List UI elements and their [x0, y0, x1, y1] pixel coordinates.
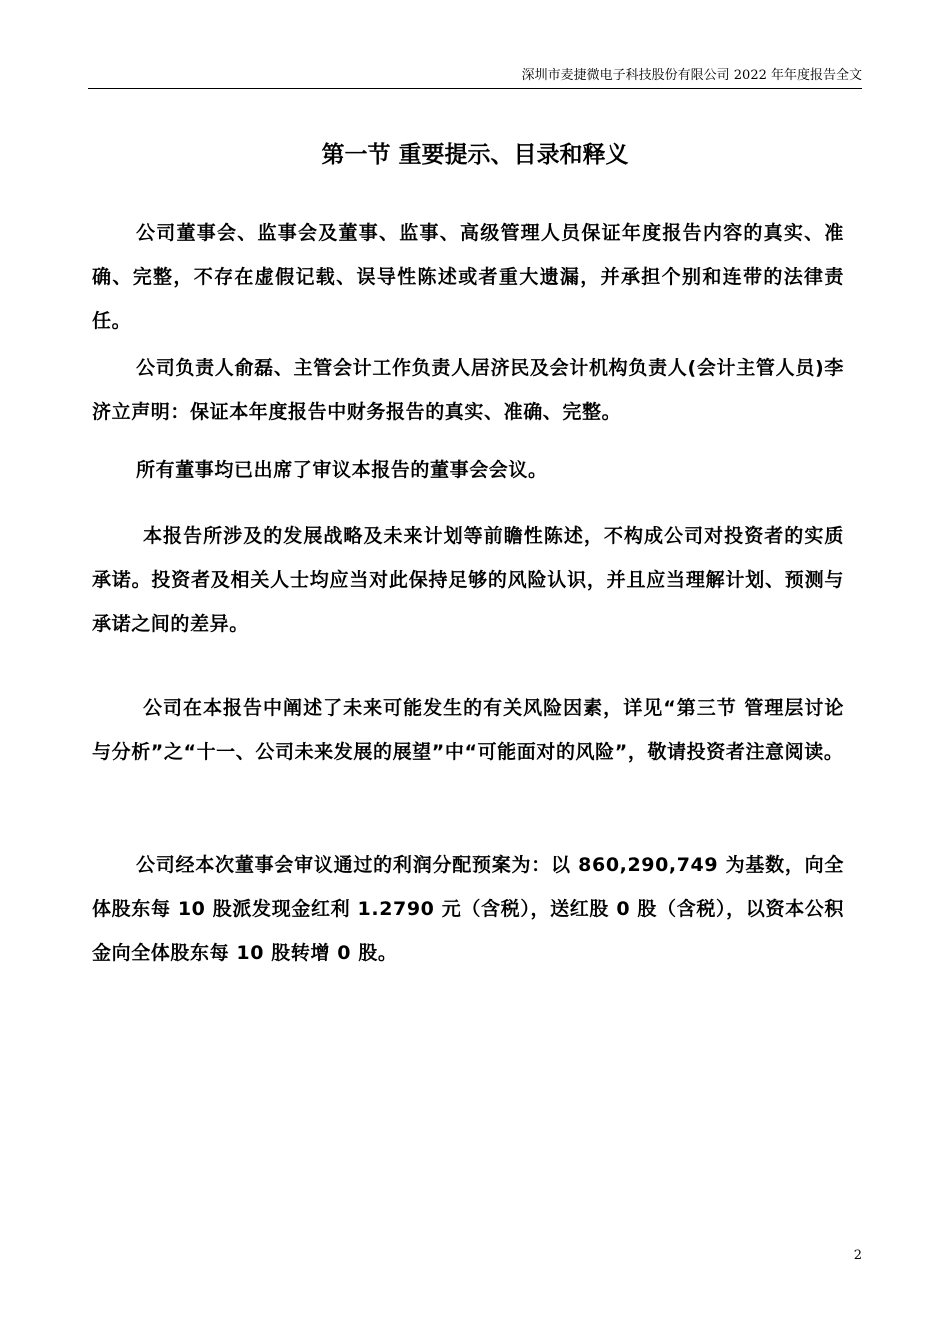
header-text: 深圳市麦捷微电子科技股份有限公司 2022 年年度报告全文 — [521, 68, 862, 83]
page-header — [88, 66, 862, 89]
page-number: 2 — [853, 1248, 862, 1263]
paragraph-profit-distribution: 公司经本次董事会审议通过的利润分配预案为：以 860,290,749 为基数，向全体股东每 10 股派发现金红利 1.2790 元（含税），送红股 0 股（含税），以资本公积金向全体股东每 10 股转增 0 股。 — [92, 854, 844, 964]
paragraph-board-attendance: 所有董事均已出席了审议本报告的董事会会议。 — [136, 459, 548, 481]
paragraph-responsible-persons: 公司负责人俞磊、主管会计工作负责人居济民及会计机构负责人(会计主管人员)李济立声明：保证本年度报告中财务报告的真实、准确、完整。 — [92, 357, 844, 423]
section-title: 第一节 重要提示、目录和释义 — [321, 142, 629, 168]
paragraph-forward-looking: 本报告所涉及的发展战略及未来计划等前瞻性陈述，不构成公司对投资者的实质承诺。投资者及相关人士均应当对此保持足够的风险认识，并且应当理解计划、预测与承诺之间的差异。 — [92, 525, 844, 635]
paragraph-guarantee: 公司董事会、监事会及董事、监事、高级管理人员保证年度报告内容的真实、准确、完整，不存在虚假记载、误导性陈述或者重大遗漏，并承担个别和连带的法律责任。 — [92, 222, 844, 332]
paragraph-risk-factors: 公司在本报告中阐述了未来可能发生的有关风险因素，详见“第三节 管理层讨论与分析”之“十一、公司未来发展的展望”中“可能面对的风险”，敬请投资者注意阅读。 — [92, 697, 844, 763]
